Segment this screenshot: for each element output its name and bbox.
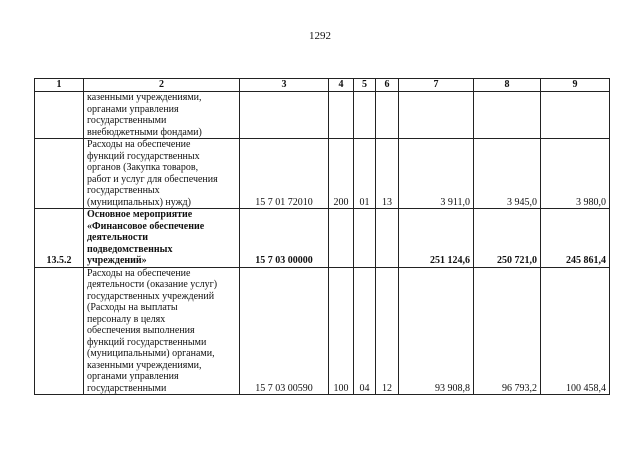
column-header: 4 [329,79,354,92]
pr-cell [376,92,399,139]
code-cell: 15 7 03 00590 [240,267,329,395]
column-header: 3 [240,79,329,92]
table-row [35,139,610,209]
pr-cell: 13 [376,139,399,209]
amount-cell-2: 3 945,0 [474,139,541,209]
column-header: 7 [399,79,474,92]
code-cell: 15 7 03 00000 [240,209,329,268]
amount-cell-2: 96 793,2 [474,267,541,395]
column-header: 1 [35,79,84,92]
column-header: 2 [84,79,240,92]
amount-cell-3: 100 458,4 [541,267,610,395]
amount-cell-2: 250 721,0 [474,209,541,268]
amount-cell-1: 93 908,8 [399,267,474,395]
vr-cell [329,92,354,139]
description-cell: казенными учреждениями, органами управления государственными внебюджетными фондами) [84,92,240,139]
rz-cell [354,92,376,139]
vr-cell: 100 [329,267,354,395]
column-header: 8 [474,79,541,92]
table-row [35,209,610,268]
column-header: 9 [541,79,610,92]
row-number-cell [35,92,84,139]
vr-cell: 200 [329,139,354,209]
rz-cell: 04 [354,267,376,395]
table-row [35,92,610,139]
code-cell: 15 7 01 72010 [240,139,329,209]
pr-cell [376,209,399,268]
column-header: 6 [376,79,399,92]
amount-cell-1: 3 911,0 [399,139,474,209]
column-header: 5 [354,79,376,92]
description-cell: Расходы на обеспечение функций государственных органов (Закупка товаров, работ и услуг для обеспечения государственных (муниципальных) нужд) [84,139,240,209]
amount-cell-2 [474,92,541,139]
row-number-cell [35,267,84,395]
rz-cell [354,209,376,268]
page-number: 1292 [309,30,331,42]
code-cell [240,92,329,139]
description-cell: Расходы на обеспечение деятельности (оказание услуг) государственных учреждений (Расходы на выплаты персоналу в целях обеспечения выполнения функций государственными (муниципальными) органами, казенными учреждениями, органами управления государственными [84,267,240,395]
row-number-cell [35,139,84,209]
amount-cell-3: 3 980,0 [541,139,610,209]
table-row [35,267,610,395]
table-header-row [35,79,610,92]
amount-cell-1 [399,92,474,139]
budget-table [34,78,610,395]
vr-cell [329,209,354,268]
row-number-cell: 13.5.2 [35,209,84,268]
description-cell: Основное мероприятие «Финансовое обеспечение деятельности подведомственных учреждений» [84,209,240,268]
rz-cell: 01 [354,139,376,209]
amount-cell-3 [541,92,610,139]
amount-cell-3: 245 861,4 [541,209,610,268]
pr-cell: 12 [376,267,399,395]
amount-cell-1: 251 124,6 [399,209,474,268]
